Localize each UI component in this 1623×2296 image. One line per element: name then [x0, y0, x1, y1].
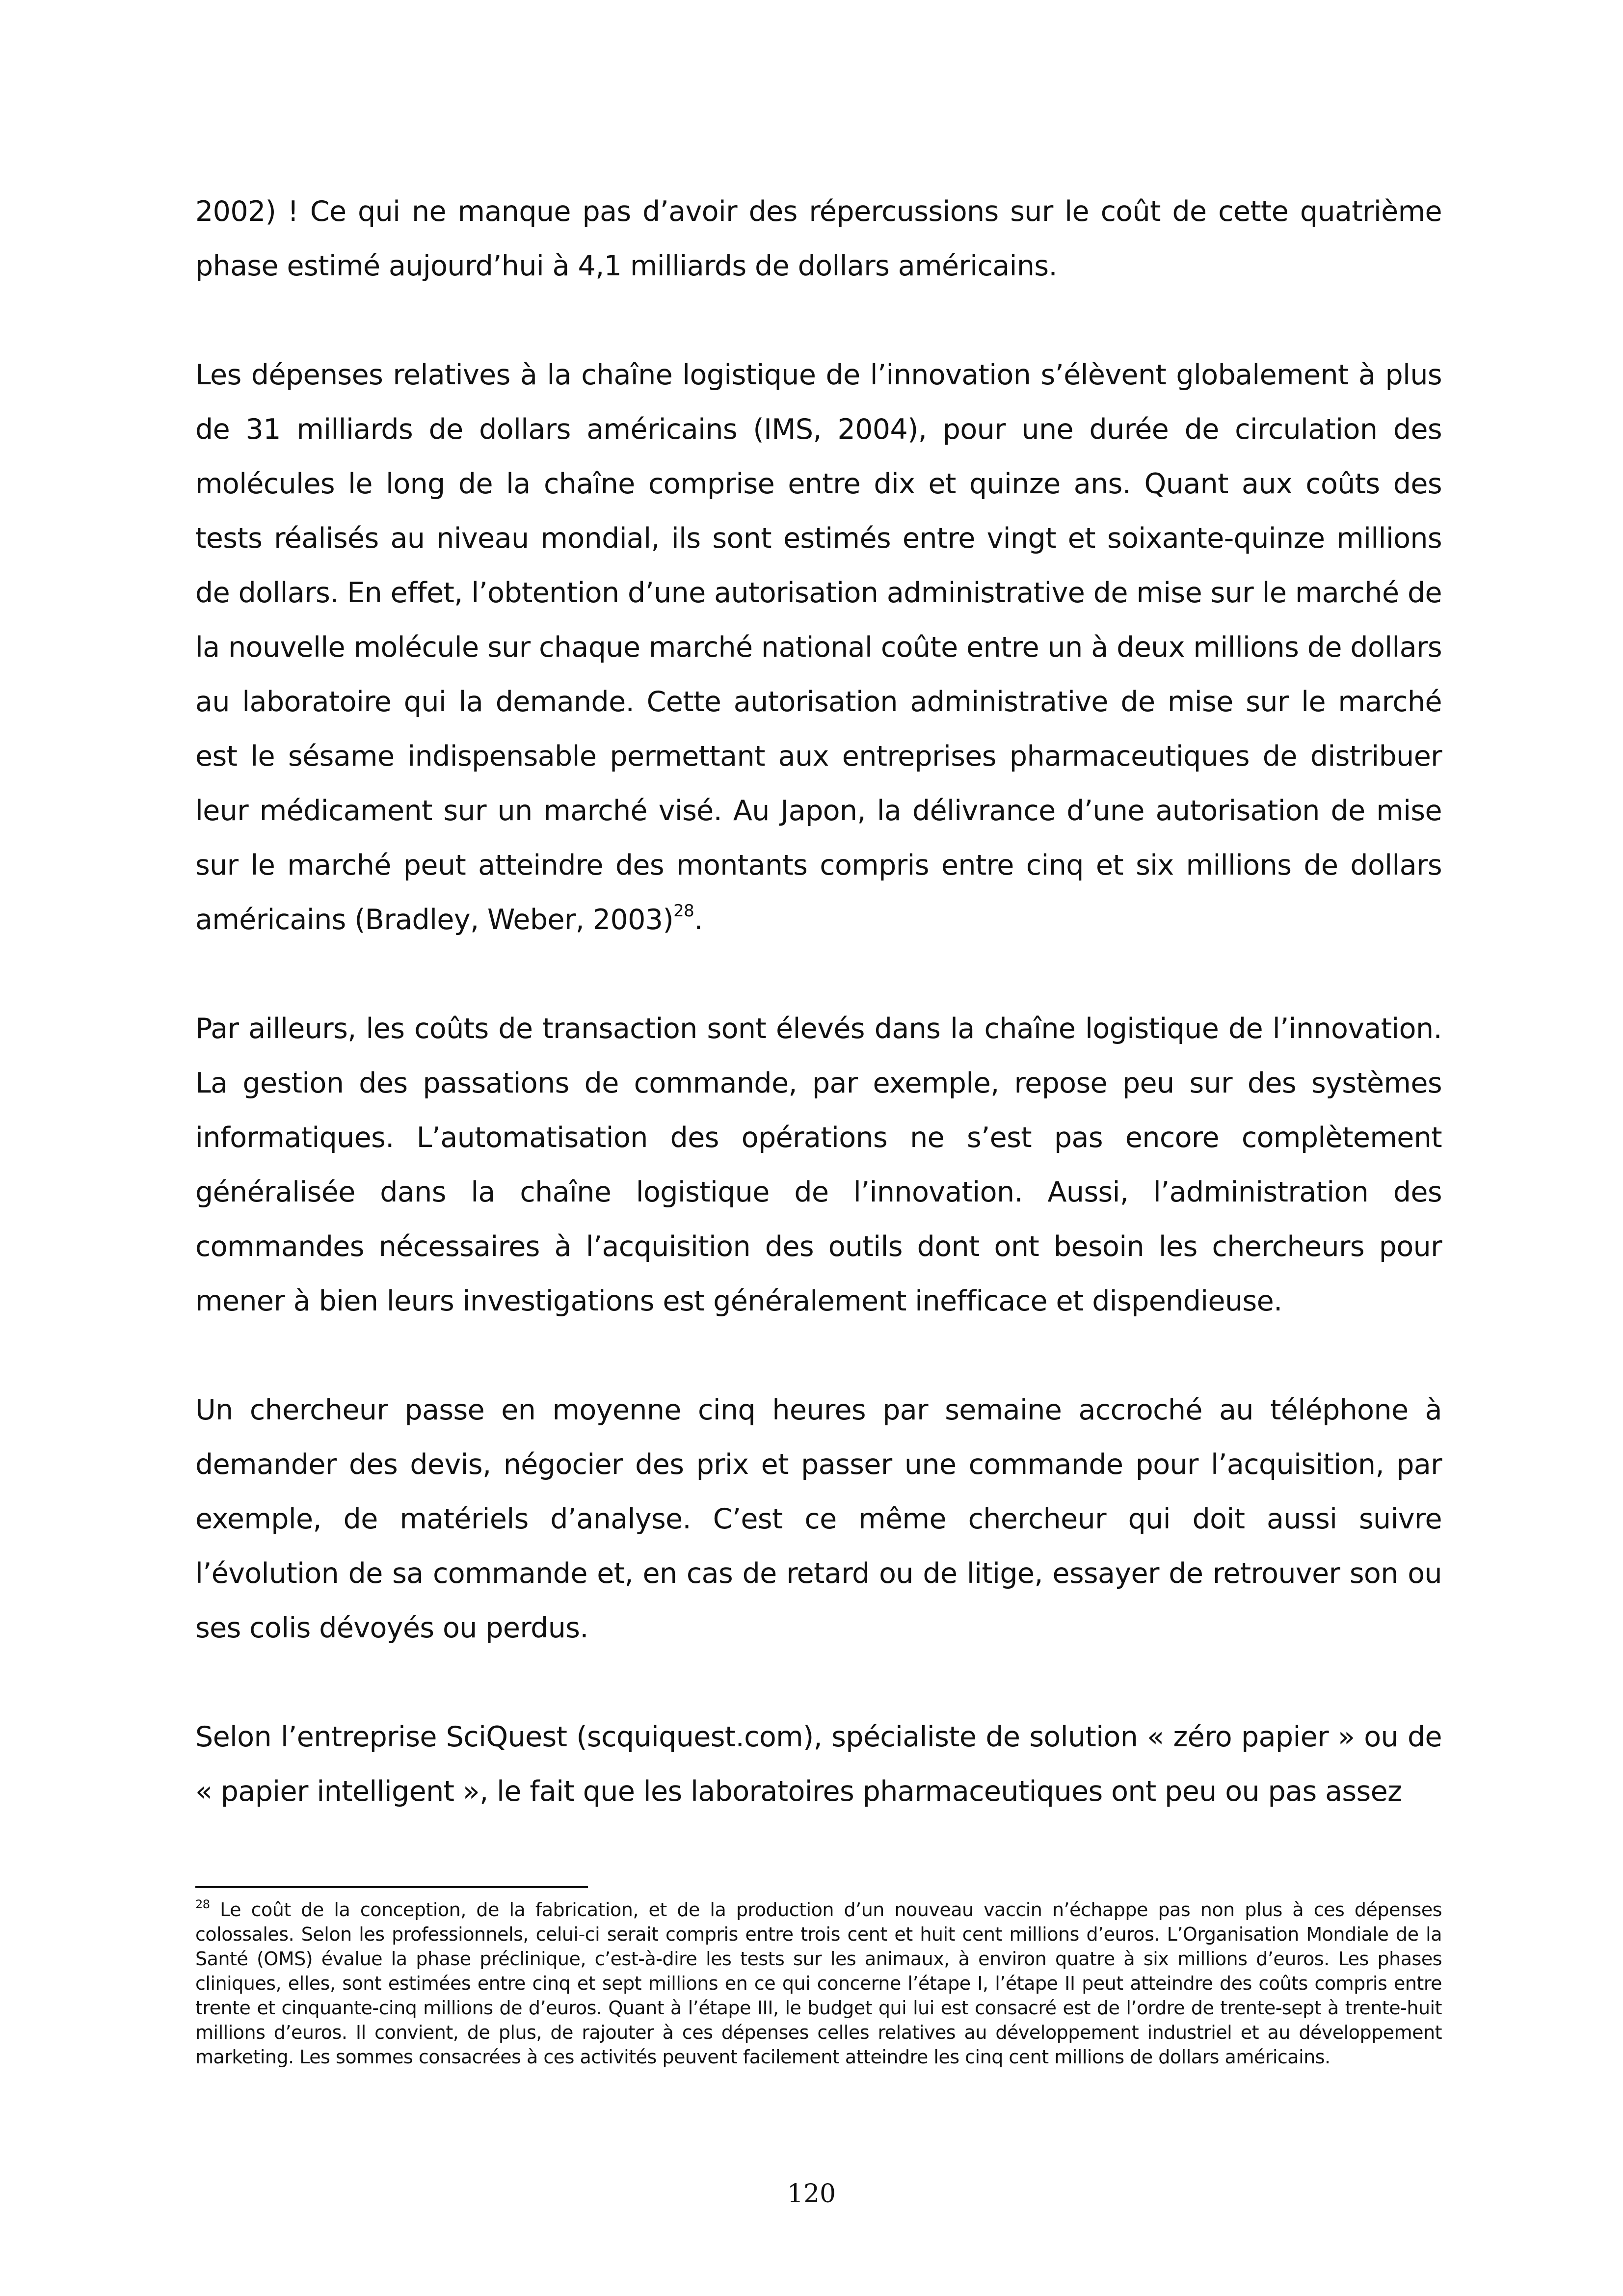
- body-text: [195, 185, 1442, 1819]
- footnote-reference[interactable]: 28: [673, 901, 694, 921]
- paragraph-2-end: .: [694, 904, 703, 936]
- footnote: [195, 1897, 1442, 2069]
- paragraph-4: Un chercheur passe en moyenne cinq heures par semaine accroché au téléphone à demander des devis, négocier des prix et passer une commande pour l’acquisition, par exemple, de matériels d’analyse. C’est ce même chercheur qui doit aussi suivre l’évolution de sa commande et, en cas de retard ou de litige, essayer de retrouver son ou ses colis dévoyés ou perdus.: [195, 1394, 1442, 1644]
- paragraph-2: [195, 348, 1442, 947]
- page-number: 120: [787, 2179, 836, 2209]
- paragraph-5: Selon l’entreprise SciQuest (scquiquest.com), spécialiste de solution « zéro papier » ou de « papier intelligent », le fait que les laboratoires pharmaceutiques ont peu ou pas assez: [195, 1721, 1442, 1808]
- footnote-separator: [195, 1886, 588, 1888]
- footnote-text: Le coût de la conception, de la fabrication, et de la production d’un nouveau vaccin n’échappe pas non plus à ces dépenses colossales. Selon les professionnels, celui-ci serait compris entre trois cent et huit cent millions d’euros. L’Organisation Mondiale de la Santé (OMS) évalue la phase préclinique, c’est-à-dire les tests sur les animaux, à environ quatre à six millions d’euros. Les phases cliniques, elles, sont estimées entre cinq et sept millions en ce qui concerne l’étape I, l’étape II peut atteindre des coûts compris entre trente et cinquante-cinq millions de d’euros. Quant à l’étape III, le budget qui lui est consacré est de l’ordre de trente-sept à trente-huit millions d’euros. Il convient, de plus, de rajouter à ces dépenses celles relatives au développement industriel et au développement marketing. Les sommes consacrées à ces activités peuvent facilement atteindre les cinq cent millions de dollars américains.: [195, 1899, 1442, 2068]
- paragraph-3: Par ailleurs, les coûts de transaction sont élevés dans la chaîne logistique de l’innovation. La gestion des passations de commande, par exemple, repose peu sur des systèmes informatiques. L’automatisation des opérations ne s’est pas encore complètement généralisée dans la chaîne logistique de l’innovation. Aussi, l’administration des commandes nécessaires à l’acquisition des outils dont ont besoin les chercheurs pour mener à bien leurs investigations est généralement inefficace et dispendieuse.: [195, 1013, 1442, 1317]
- paragraph-1: 2002) ! Ce qui ne manque pas d’avoir des répercussions sur le coût de cette quatrième phase estimé aujourd’hui à 4,1 milliards de dollars américains.: [195, 195, 1442, 282]
- paragraph-2-text: Les dépenses relatives à la chaîne logistique de l’innovation s’élèvent globalement à plus de 31 milliards de dollars américains (IMS, 2004), pour une durée de circulation des molécules le long de la chaîne comprise entre dix et quinze ans. Quant aux coûts des tests réalisés au niveau mondial, ils sont estimés entre vingt et soixante-quinze millions de dollars. En effet, l’obtention d’une autorisation administrative de mise sur le marché de la nouvelle molécule sur chaque marché national coûte entre un à deux millions de dollars au laboratoire qui la demande. Cette autorisation administrative de mise sur le marché est le sésame indispensable permettant aux entreprises pharmaceutiques de distribuer leur médicament sur un marché visé. Au Japon, la délivrance d’une autorisation de mise sur le marché peut atteindre des montants compris entre cinq et six millions de dollars américains (Bradley, Weber, 2003): [195, 359, 1442, 936]
- footnote-number: 28: [195, 1897, 210, 1911]
